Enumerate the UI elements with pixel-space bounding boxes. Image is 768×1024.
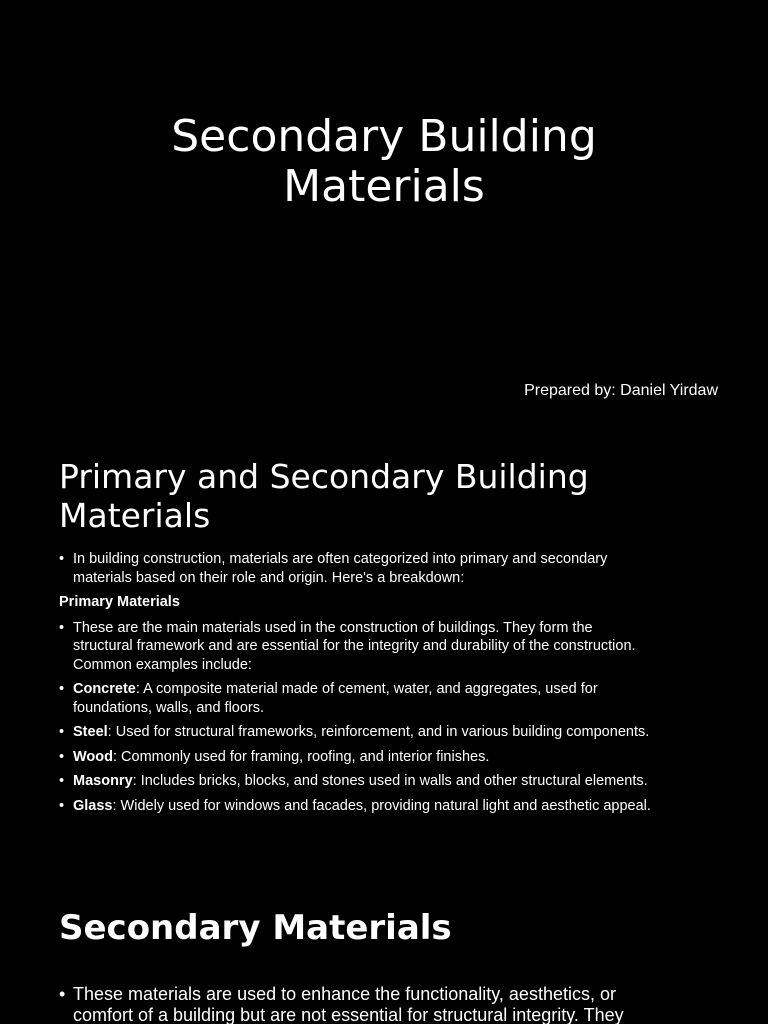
bullet-line — [73, 772, 729, 791]
slide-title-line: Materials — [59, 496, 211, 535]
material-desc: : Used for structural frameworks, reinforcement, and in various building components. — [107, 724, 650, 740]
bullet-line — [73, 797, 729, 816]
slide-title-line: Materials — [283, 161, 485, 212]
intro-bullet — [59, 550, 729, 587]
material-term: Concrete — [73, 681, 136, 697]
primary-materials-heading: Primary Materials — [59, 594, 180, 610]
title-slide — [0, 0, 768, 432]
material-term: Steel — [73, 724, 108, 740]
bullet-line: structural framework and are essential for the integrity and durability of the construction. — [73, 638, 636, 654]
bullet-line: • These materials are used to enhance the functionality, aesthetics, or — [73, 984, 616, 1004]
bullet-line: Common examples include: — [73, 656, 252, 673]
primary-secondary-slide — [0, 432, 768, 864]
bullet-line — [73, 748, 729, 767]
secondary-intro-bullet — [59, 984, 739, 1024]
material-desc: : Commonly used for framing, roofing, and interior finishes. — [113, 748, 490, 765]
prepared-by: Prepared by: Daniel Yirdaw — [524, 382, 718, 399]
primary-intro-bullet — [59, 619, 729, 675]
slide-title — [0, 112, 768, 212]
material-desc: : Includes bricks, blocks, and stones used in walls and other structural elements. — [132, 773, 648, 789]
material-term: Wood — [73, 748, 113, 765]
bullet-line: materials based on their role and origin. Here's a breakdown: — [73, 569, 465, 586]
material-bullet-concrete — [59, 680, 729, 717]
bullet-line: foundations, walls, and floors. — [73, 699, 265, 716]
slide-title-line: Primary and Secondary Building — [59, 457, 589, 496]
material-desc: : A composite material made of cement, water, and aggregates, used for — [135, 681, 598, 697]
material-bullet-glass — [59, 797, 729, 816]
slide-title-line: Secondary Building — [171, 111, 597, 162]
slide-body — [59, 984, 739, 1024]
slide-title: Secondary Materials — [59, 908, 452, 948]
material-bullet-masonry — [59, 772, 729, 791]
material-term: Masonry — [73, 773, 133, 789]
bullet-line: comfort of a building but are not essential for structural integrity. They — [73, 1005, 624, 1024]
material-desc: : Widely used for windows and facades, providing natural light and aesthetic appeal. — [112, 797, 651, 814]
material-bullet-steel — [59, 723, 729, 742]
secondary-materials-slide — [0, 864, 768, 1024]
material-term: Glass — [73, 797, 113, 814]
bullet-line — [73, 723, 729, 742]
material-bullet-wood — [59, 748, 729, 767]
bullet-line: • These are the main materials used in the construction of buildings. They form the — [73, 619, 593, 636]
slide-body — [59, 550, 729, 821]
slide-title — [59, 457, 719, 535]
bullet-line: • In building construction, materials are often categorized into primary and secondary — [73, 551, 608, 567]
bullet-line — [73, 680, 729, 699]
